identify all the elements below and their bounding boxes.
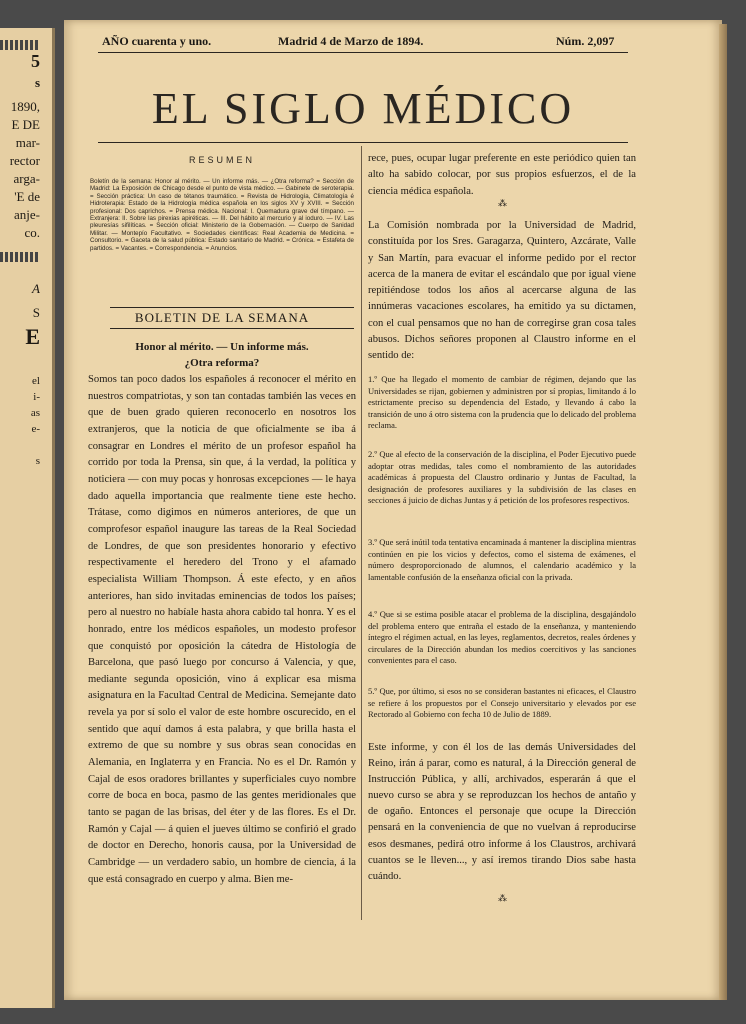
- article-heading: [90, 339, 354, 371]
- decorative-band: [0, 40, 38, 50]
- separator-asterism: ⁂: [498, 198, 508, 208]
- left-fragment: s: [35, 455, 40, 467]
- header-rule: [98, 52, 628, 53]
- left-fragment: as: [30, 407, 40, 419]
- section-rule: [110, 328, 354, 329]
- adjacent-page-fragment: [0, 28, 55, 1008]
- article-continuation: rece, pues, ocupar lugar preferente en este periódico quien tan alto ha sabido colocar, por sus propios esfuerzos, el de la ciencia médica española.: [368, 153, 636, 197]
- section-rule: [110, 307, 354, 308]
- summary-title: RESUMEN: [188, 155, 255, 165]
- column-rule: [361, 146, 362, 920]
- masthead-title: EL SIGLO MÉDICO: [151, 84, 575, 133]
- left-fragment: anje-: [14, 207, 40, 222]
- article-heading-line: ¿Otra reforma?: [184, 357, 260, 369]
- left-fragment: el: [32, 375, 40, 387]
- proposal-point: 3.º Que será inútil toda tentativa encaminada á mantener la disciplina mientras continúen en pie los vicios y defectos, como el sistema de exámenes, el número desproporcionado de alumnos, el calendario académico y la lamentable confusión de la enseñanza oficial con la privada.: [368, 537, 636, 582]
- left-fragment: s: [34, 75, 40, 90]
- left-fragment: i-: [33, 391, 40, 403]
- left-fragment: e-: [31, 423, 40, 435]
- issue-year: AÑO cuarenta y uno.: [102, 34, 212, 48]
- issue-date: Madrid 4 de Marzo de 1894.: [278, 34, 424, 48]
- proposal-point: 1.º Que ha llegado el momento de cambiar de régimen, dejando que las Universidades se rijan, gobiernen y administren por sí propias, limitando á lo estrictamente preciso su dependencia del Estado, y llevando á cabo la transición de uno á otro sistema con la prudencia que lo delicado del problema reclama.: [368, 374, 636, 431]
- summary-text: Boletín de la semana: Honor al mérito. — Un informe más. — ¿Otra reforma? = Sección de Madrid: La Exposición de Chicago desde el punto de vista médico. — Gabinete de seroterapia. = Sección práctica: Un caso de tétanos traumático. = Revista de Hidrología, Climatología é Hidroterapia: Estado de la Hidrología médica española en los siglos XV y XVIII. = Sección profesional: Dos caprichos. = Prensa médica. Nacional: I. Quemadura grave del tímpano. — Extranjera: II. Sobre las pirexias apiréticas. — III. Del hábito al mercurio y al ioduro. — IV. Las pleuresías sifilíticas. = Sección oficial: Ministerio de la Gobernación. — Cuerpo de Sanidad Militar. — Montepío Facultativo. = Sociedades científicas: Real Academia de Medicina. = Consultorio. = Gaceta de la salud pública: Estado sanitario de Madrid. = Crónica. = Estafeta de partidos. = Vacantes. = Correspondencia. = Anuncios.: [90, 178, 354, 252]
- issue-number: Núm. 2,097: [556, 34, 615, 48]
- left-fragment: S: [32, 305, 40, 320]
- masthead-rule: [98, 142, 628, 143]
- left-fragment: mar-: [15, 135, 40, 150]
- decorative-band: [0, 252, 38, 262]
- commission-paragraph: La Comisión nombrada por la Universidad de Madrid, constituída por los Sres. Garagarza, Quintero, Azcárate, Valle y San Martín, para evacuar el informe pedido por el rector acerca de la manera de evitar el escándalo que por igual viene repitiéndose todos los años al acercarse alguna de las innúmeras vacaciones escolares, ha emitido ya su dictamen, con el cual pensamos que no han de corregirse gran cosa tales abusos. Dichos señores proponen al Claustro informe en el sentido de:: [368, 220, 636, 362]
- end-asterism: ⁂: [498, 893, 508, 903]
- left-fragment: E: [25, 324, 40, 349]
- left-fragment: 'E de: [14, 189, 40, 204]
- proposal-point: 2.º Que al efecto de la conservación de la disciplina, el Poder Ejecutivo puede adoptar otras medidas, tales como el nombramiento de las autoridades académicas á propuesta del Claustro ordinario y Juntas de Facultad, la designación de profesores auxiliares y la subdivisión de las clases en secciones á juicio de dichas Juntas y á petición de los profesores respectivos.: [368, 449, 636, 506]
- section-title: BOLETIN DE LA SEMANA: [134, 310, 310, 325]
- proposal-point: 4.º Que si se estima posible atacar el problema de la disciplina, desgajándolo del problema entero que entraña el estado de la enseñanza, y manteniendo íntegro el régimen actual, en las leyes, reglamentos, decretos, reales órdenes y circulares de la Dirección abundan los medios coercitivos y las sanciones convenientes para el caso.: [368, 609, 636, 666]
- left-fragment: rector: [9, 153, 40, 168]
- left-fragment: 5: [31, 51, 40, 71]
- proposal-point: 5.º Que, por último, si esos no se consideran bastantes ni eficaces, el Claustro se refiere á los propuestos por el Consejo universitario y elevados por ese Rectorado al Gobierno con fecha 10 de Julio de 1889.: [368, 686, 636, 720]
- left-fragment: co.: [24, 225, 40, 240]
- page-edge: [719, 24, 727, 1000]
- left-fragment: 1890,: [10, 99, 40, 114]
- left-fragment: arga-: [13, 171, 40, 186]
- conclusion-paragraph: Este informe, y con él los de las demás Universidades del Reino, irán á parar, como es natural, á la Dirección general de Instrucción Pública, y allí, archivados, esperarán á que el nuevo curso se abra y se reproduzcan los hechos de antaño y de ogaño. Entonces el personaje que ocupe la Dirección pensará en la conveniencia de que no vuelvan á reproducirse esos desmanes, pedirá otro informe á los Claustros, archivará cuantos se le lleven..., y así iremos tirando Dios sabe hasta cuándo.: [368, 742, 636, 882]
- left-fragment: E DE: [11, 117, 40, 132]
- article-body: Somos tan poco dados los españoles á reconocer el mérito en nuestros compatriotas, y son tan contadas también las veces en que de buen grado quieren reconocerlo en nosotros los extranjeros, que la noticia de que oficialmente se iba á consagrar en Londres el mérito de un profesor español ha corrido por toda la Prensa, sin que, á la verdad, la política y noticiera — con muy pocas y honrosas excepciones — le haya dado aquella importancia que realmente tiene este hecho. Trátase, como digimos en números anteriores, de que un comprofesor español inaugure las tareas de la Real Sociedad de Londres, de que son presidentes honorario y efectivo respectivamente el heredero del Trono y el afamado especialista William Thompson. Á este efecto, y en años anteriores, han sido invitadas eminencias de todos los países; pero al nuestro no habíale hasta ahora cabido tal honra. Y es el honrado, entre los médicos españoles, un modesto profesor que conquistó por oposición la cátedra de Histología de Barcelona, que pasó luego por concurso á Valencia, y que, mediante segunda oposición, vino á explicar esa misma asignatura en la Facultad Central de Medicina. Semejante dato revela ya por sí solo el valor de este hombre oscurecido, en el sentido que aquí damos á esta palabra, y que brilla hasta el extremo de que su nombre y sus obras sean conocidas en Alemania, en Inglaterra y en Francia. No es el Dr. Ramón y Cajal de esos oradores brillantes y superficiales cuyo nombre corre de boca en boca, pasmo de las gentes meridionales que tanto se pagan de las brisas, del éter y de las flores. Es el Dr. Ramón y Cajal — á quien el jueves último se confirió el grado de doctor en Derecho, honoris causa, por la Universidad de Cambridge — un verdadero sabio, un hombre de ciencia, á la que está consagrado en cuerpo y alma. Bien me-: [88, 374, 356, 885]
- left-fragment: A: [32, 281, 40, 296]
- article-heading-line: Honor al mérito. — Un informe más.: [135, 341, 309, 353]
